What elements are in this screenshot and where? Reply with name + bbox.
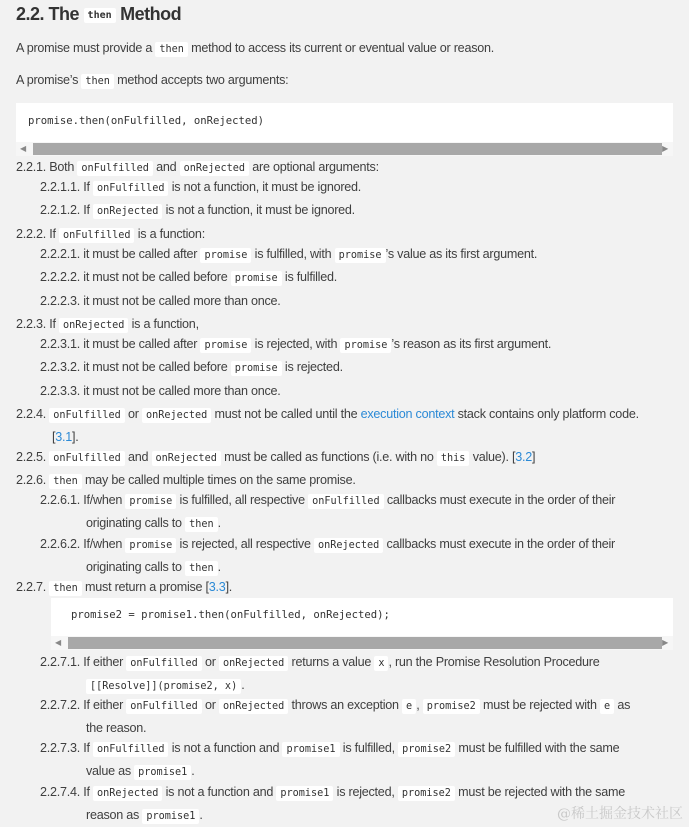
scroll-left-icon[interactable]: ◀	[55, 638, 61, 647]
text: is not a function, it must be ignored.	[162, 203, 355, 217]
text: it must be called after	[83, 337, 201, 351]
inline-code: promise1	[142, 809, 199, 824]
inline-code: onRejected	[219, 699, 288, 714]
text: ]	[532, 450, 536, 464]
inline-code: then	[185, 561, 218, 576]
item-number: 2.2.2.2.	[40, 270, 84, 284]
text: .	[217, 515, 221, 530]
text: callbacks must execute in the order of their originating calls to	[86, 537, 615, 574]
text: value). [	[469, 450, 516, 464]
item-number: 2.2.7.1.	[40, 655, 84, 669]
text: If	[83, 741, 94, 755]
text: stack contains only platform code. [	[52, 407, 639, 444]
inline-code: onFulfilled	[308, 494, 383, 509]
item-number: 2.2.6.	[16, 473, 50, 487]
inline-code: then	[49, 581, 82, 596]
list-item	[40, 490, 648, 535]
inline-code: then	[155, 42, 188, 57]
horizontal-scrollbar[interactable]	[16, 142, 673, 156]
text: is fulfilled, with	[251, 247, 335, 261]
scrollbar-thumb[interactable]	[68, 637, 662, 649]
inline-code: promise2	[398, 742, 455, 757]
inline-code: then	[49, 474, 82, 489]
scrollbar-thumb[interactable]	[33, 143, 662, 155]
text: , run the Promise Resolution Procedure	[388, 655, 600, 669]
text: If	[83, 180, 94, 194]
text: must be fulfilled with the same value as	[86, 741, 620, 778]
text: may be called multiple times on the same promise.	[81, 473, 356, 487]
code-text: promise.then(onFulfilled, onRejected)	[28, 115, 264, 127]
text: If	[83, 785, 94, 799]
inline-code: onFulfilled	[59, 228, 134, 243]
inline-code: e	[600, 699, 614, 714]
text: If/when	[83, 537, 126, 551]
item-number: 2.2.7.4.	[40, 785, 84, 799]
inline-code: then	[185, 517, 218, 532]
code-text: promise2 = promise1.then(onFulfilled, onRejected);	[71, 609, 390, 621]
inline-code: promise	[200, 248, 251, 263]
inline-code: promise1	[282, 742, 339, 757]
text: is rejected, with	[251, 337, 341, 351]
inline-code: promise1	[134, 765, 191, 780]
inline-code: onFulfilled	[49, 408, 124, 423]
inline-code: onFulfilled	[49, 451, 124, 466]
text: method to access its current or eventual value or reason.	[187, 41, 494, 55]
text: If	[49, 227, 60, 241]
item-number: 2.2.7.3.	[40, 741, 84, 755]
scroll-left-icon[interactable]: ◀	[20, 144, 26, 153]
section-heading: 2.2. The then Method	[16, 4, 182, 24]
text: must be rejected with	[479, 698, 601, 712]
inline-code: onFulfilled	[126, 699, 201, 714]
item-number: 2.2.3.1.	[40, 337, 84, 351]
text: ’s value as its first argument.	[385, 247, 538, 261]
inline-code: onFulfilled	[77, 161, 152, 176]
list-item	[40, 652, 648, 697]
text: and	[152, 160, 180, 174]
text: If	[49, 317, 60, 331]
inline-code: promise	[335, 248, 386, 263]
list-item	[40, 291, 648, 312]
list-item	[40, 738, 648, 783]
inline-code: promise	[200, 338, 251, 353]
inline-code: promise	[231, 361, 282, 376]
text: is fulfilled,	[339, 741, 399, 755]
inline-code: onFulfilled	[93, 742, 168, 757]
text: and	[124, 450, 152, 464]
inline-code: promise	[231, 271, 282, 286]
text: If	[83, 203, 94, 217]
code-block	[51, 598, 673, 636]
text: .	[217, 559, 221, 574]
item-number: 2.2.2.3.	[40, 294, 84, 308]
code-block	[16, 103, 673, 143]
text: callbacks must execute in the order of their originating calls to	[86, 493, 616, 530]
item-number: 2.2.1.2.	[40, 203, 84, 217]
inline-code: promise	[125, 494, 176, 509]
text: .	[191, 763, 195, 778]
inline-code: onFulfilled	[126, 656, 201, 671]
list-item	[16, 404, 666, 447]
text: returns a value	[288, 655, 375, 669]
inline-code: onRejected	[314, 538, 383, 553]
text: must return a promise [	[81, 580, 209, 594]
inline-code: onRejected	[59, 318, 128, 333]
text: throws an exception	[288, 698, 403, 712]
inline-code: onRejected	[180, 161, 249, 176]
reference-link[interactable]: execution context	[360, 407, 455, 421]
item-number: 2.2.1.1.	[40, 180, 84, 194]
inline-code: promise1	[276, 786, 333, 801]
inline-code: then	[81, 74, 114, 89]
text: it must not be called more than once.	[83, 384, 281, 398]
item-number: 2.2.2.	[16, 227, 50, 241]
list-item	[40, 244, 648, 267]
text: If either	[83, 655, 127, 669]
horizontal-scrollbar[interactable]	[51, 636, 673, 650]
text: If either	[83, 698, 127, 712]
reference-link[interactable]: 3.2	[515, 450, 533, 464]
item-number: 2.2.6.2.	[40, 537, 84, 551]
inline-code: then	[84, 8, 116, 23]
text: is rejected,	[333, 785, 398, 799]
list-item	[16, 577, 666, 600]
intro-paragraph	[16, 73, 288, 87]
inline-code: this	[437, 451, 470, 466]
text: it must not be called more than once.	[83, 294, 281, 308]
text: is a function:	[134, 227, 205, 241]
inline-code: onFulfilled	[93, 181, 168, 196]
scroll-right-icon[interactable]: ▶	[662, 638, 668, 647]
text: If/when	[83, 493, 126, 507]
reference-link[interactable]: 3.3	[208, 580, 226, 594]
list-item	[40, 177, 648, 200]
text: .	[241, 677, 245, 692]
list-item	[40, 200, 648, 223]
item-number: 2.2.3.3.	[40, 384, 84, 398]
text: is fulfilled, all respective	[176, 493, 309, 507]
inline-code: onRejected	[93, 204, 162, 219]
list-item	[40, 695, 648, 738]
text: ].	[72, 429, 79, 444]
list-item	[40, 534, 648, 579]
text: it must not be called before	[83, 270, 231, 284]
item-number: 2.2.2.1.	[40, 247, 84, 261]
text: ,	[416, 698, 423, 712]
item-number: 2.2.3.2.	[40, 360, 84, 374]
text: or	[201, 655, 219, 669]
text: is fulfilled.	[281, 270, 337, 284]
item-number: 2.2.3.	[16, 317, 50, 331]
watermark: @稀土掘金技术社区	[557, 806, 683, 822]
list-item	[40, 334, 648, 357]
inline-code: e	[402, 699, 416, 714]
scroll-right-icon[interactable]: ▶	[662, 144, 668, 153]
text: is not a function and	[168, 741, 283, 755]
intro-paragraph	[16, 41, 494, 55]
text: is a function,	[128, 317, 199, 331]
item-number: 2.2.7.2.	[40, 698, 84, 712]
item-number: 2.2.6.1.	[40, 493, 84, 507]
text: method accepts two arguments:	[113, 73, 289, 87]
text: as the reason.	[86, 698, 631, 735]
inline-code: [[Resolve]](promise2, x)	[86, 679, 241, 694]
text: Both	[49, 160, 78, 174]
text: ].	[225, 580, 233, 594]
inline-code: onRejected	[219, 656, 288, 671]
list-item	[16, 447, 666, 470]
item-number: 2.2.4.	[16, 407, 50, 421]
inline-code: onRejected	[93, 786, 162, 801]
text: are optional arguments:	[249, 160, 379, 174]
text: .	[199, 807, 203, 822]
list-item	[40, 381, 648, 402]
inline-code: onRejected	[152, 451, 221, 466]
text: must be called as functions (i.e. with no	[220, 450, 437, 464]
text: it must be called after	[83, 247, 201, 261]
inline-code: promise2	[423, 699, 480, 714]
text: ’s reason as its first argument.	[391, 337, 552, 351]
item-number: 2.2.5.	[16, 450, 50, 464]
text: or	[201, 698, 219, 712]
text: A promise’s	[16, 73, 82, 87]
inline-code: promise	[340, 338, 391, 353]
text: is rejected, all respective	[176, 537, 314, 551]
text: must be rejected with the same reason as	[86, 785, 625, 822]
list-item	[40, 267, 648, 290]
text: it must not be called before	[83, 360, 231, 374]
item-number: 2.2.7.	[16, 580, 50, 594]
text: must not be called until the	[211, 407, 361, 421]
reference-link[interactable]: 3.1	[55, 429, 73, 444]
item-number: 2.2.1.	[16, 160, 50, 174]
inline-code: x	[374, 656, 388, 671]
text: A promise must provide a	[16, 41, 156, 55]
inline-code: onRejected	[142, 408, 211, 423]
text: is not a function and	[162, 785, 277, 799]
text: is rejected.	[281, 360, 343, 374]
inline-code: promise	[125, 538, 176, 553]
text: is not a function, it must be ignored.	[168, 180, 362, 194]
text: or	[124, 407, 142, 421]
inline-code: promise2	[398, 786, 455, 801]
list-item	[40, 357, 648, 380]
